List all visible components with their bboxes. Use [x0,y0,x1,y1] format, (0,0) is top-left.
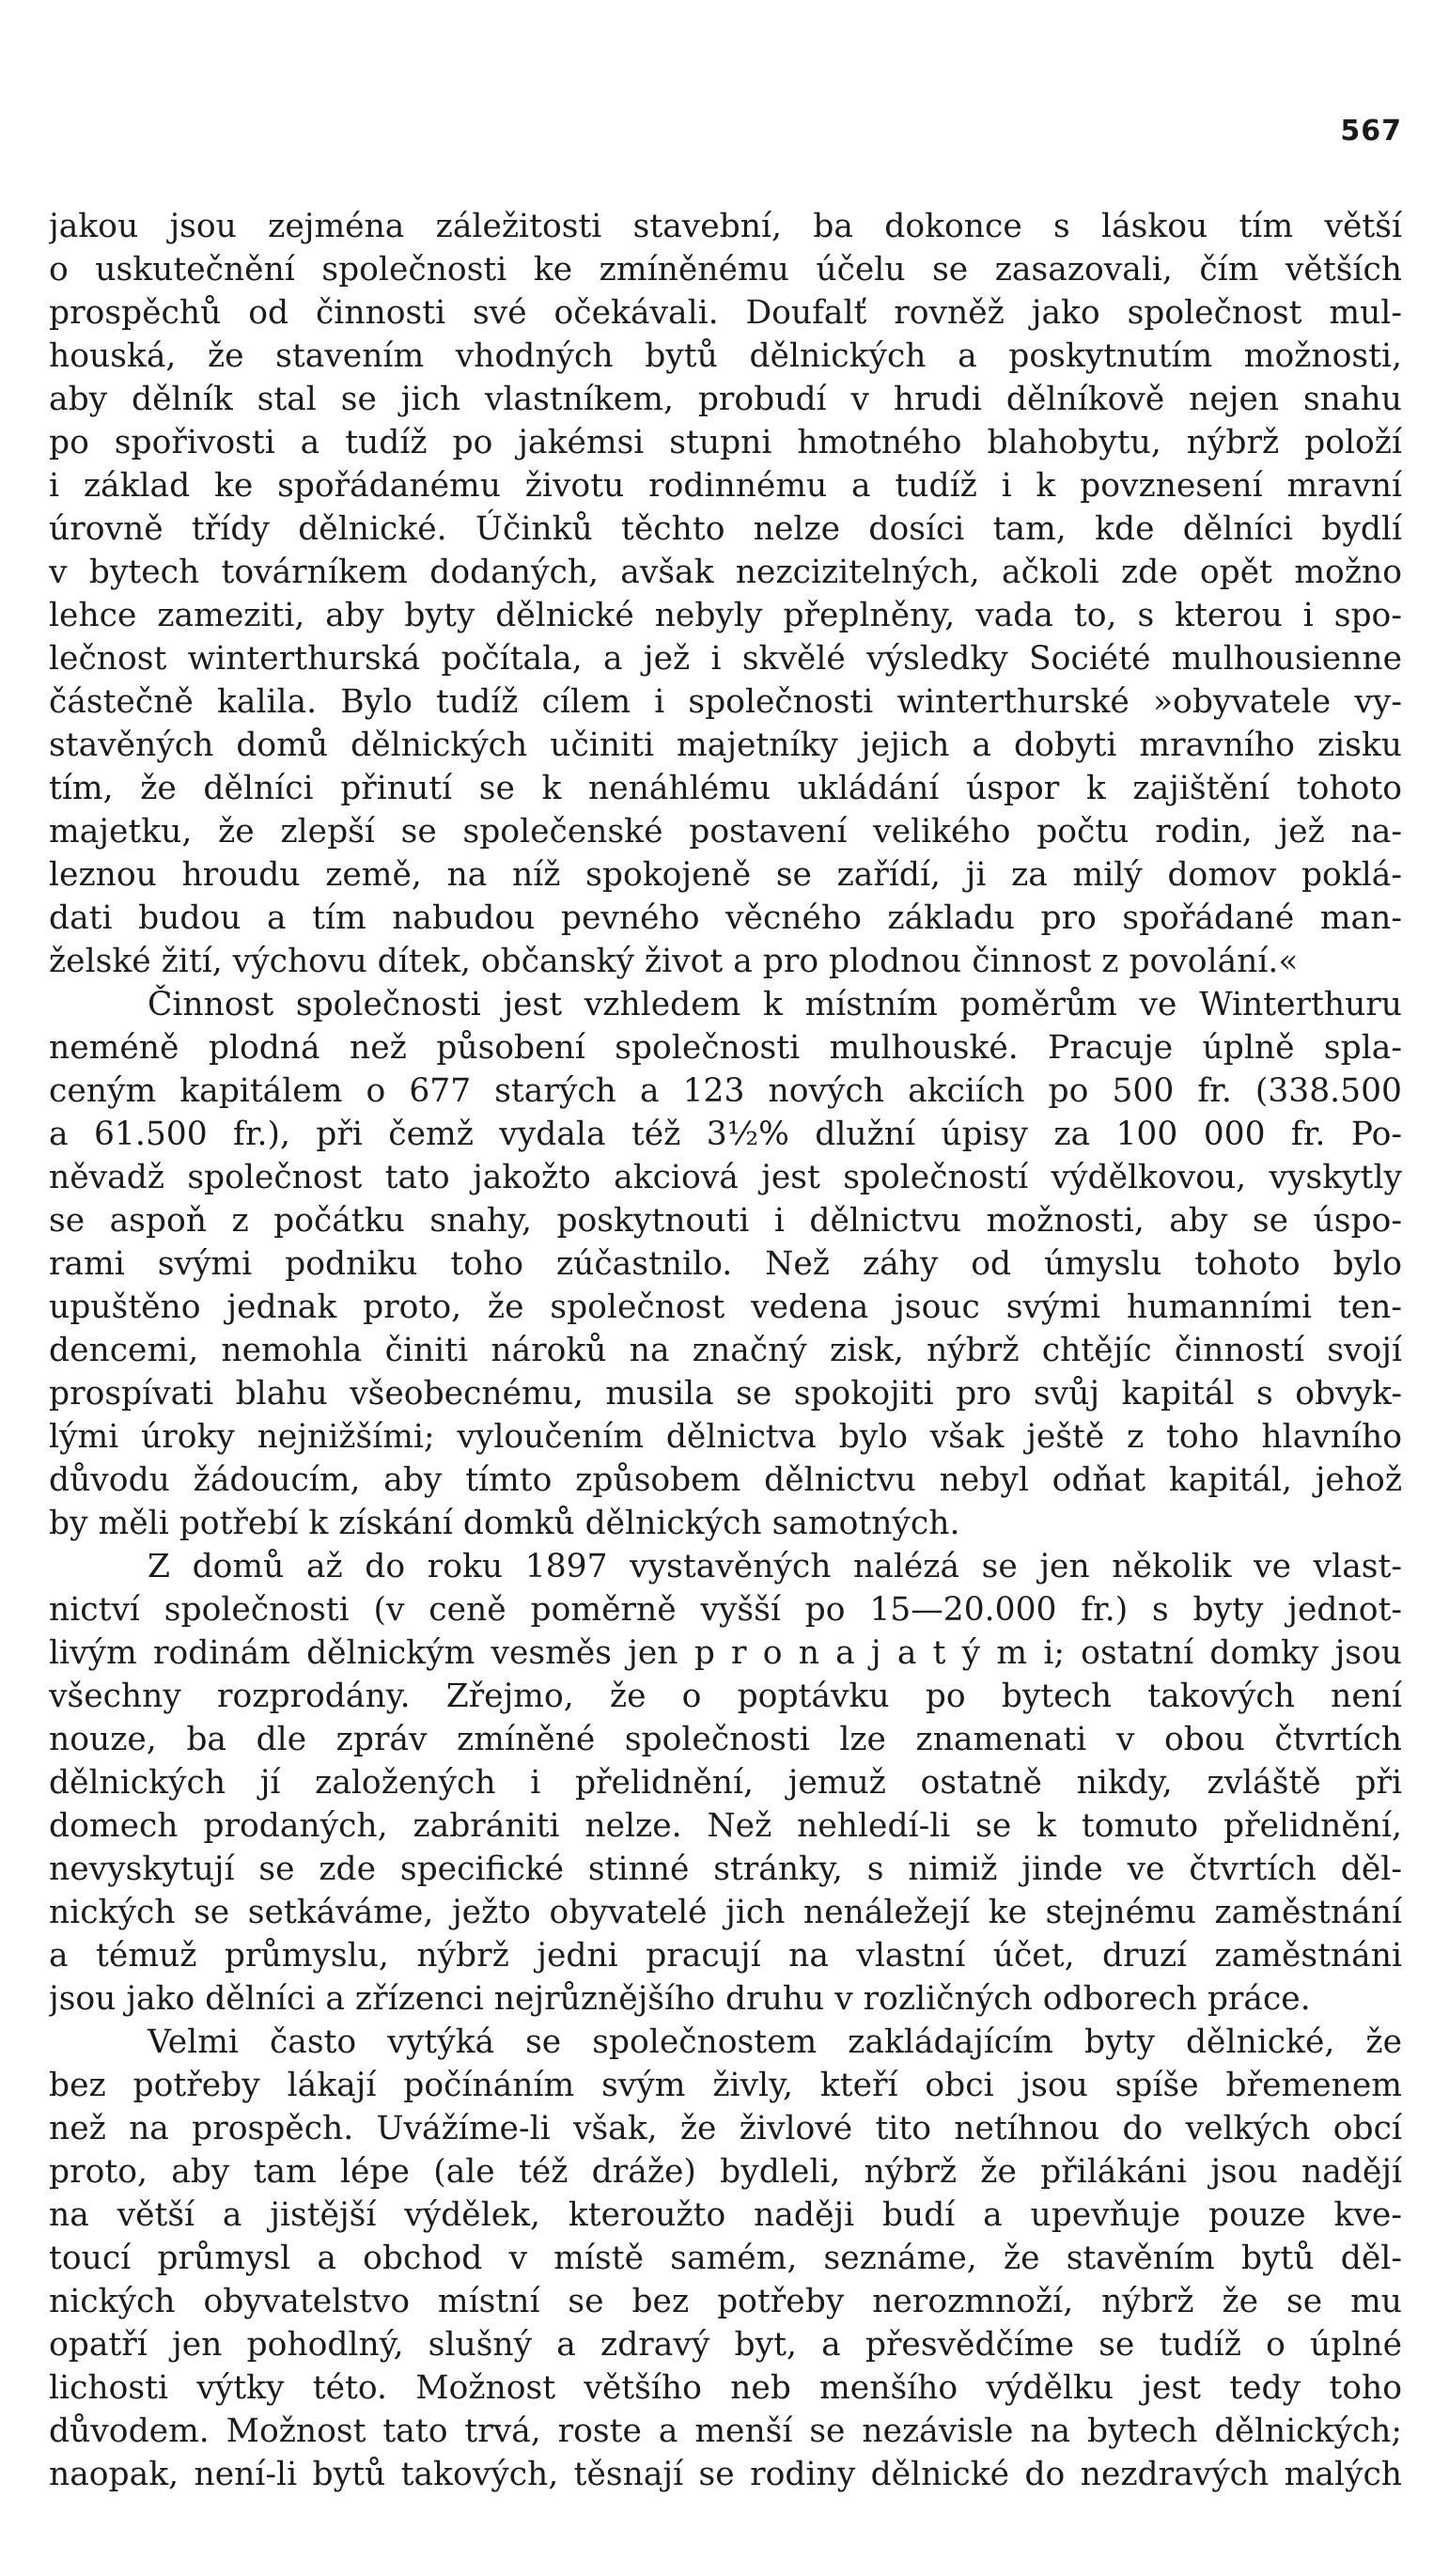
text-line: opatří jen pohodlný, slušný a zdravý byt, a přesvědčíme se tudíž o úplné [49,2326,1402,2364]
paragraph [49,205,1402,983]
text-line: bez potřeby lákají počínáním svým živly, kteří obci jsou spíše břemenem [49,2067,1402,2104]
page-number: 567 [1340,115,1402,148]
text-line: neméně plodná než působení společnosti mulhouské. Pracuje úplně spla- [49,1029,1402,1067]
paragraph [49,1545,1402,2021]
text-line: o uskutečnění společnosti ke zmíněnému účelu se zasazovali, čím větších [49,251,1402,289]
text-line: toucí průmysl a obchod v místě samém, seznáme, že stavěním bytů děl- [49,2240,1402,2277]
text-line: prospěchů od činnosti své očekávali. Doufalť rovněž jako společnost mul- [49,294,1402,332]
text-line: a 61.500 fr.), při čemž vydala též 3½% dlužní úpisy za 100 000 fr. Po- [49,1116,1402,1153]
text-line: se aspoň z počátku snahy, poskytnouti i dělnictvu možnosti, aby se úspo- [49,1202,1402,1240]
text-line: tím, že dělníci přinutí se k nenáhlému ukládání úspor k zajištění tohoto [49,770,1402,807]
text-line: dělnických jí založených i přelidnění, jemuž ostatně nikdy, zvláště při [49,1764,1402,1802]
text-line: nouze, ba dle zpráv zmíněné společnosti lze znamenati v obou čtvrtích [49,1721,1402,1758]
text-line: houská, že stavením vhodných bytů dělnických a poskytnutím možnosti, [49,337,1402,375]
text-line: domech prodaných, zabrániti nelze. Než nehledí-li se k tomuto přelidnění, [49,1807,1402,1845]
text-line: nictví společnosti (v ceně poměrně vyšší po 15—20.000 fr.) s byty jednot- [49,1591,1402,1629]
text-line: lichosti výtky této. Možnost většího neb menšího výdělku jest tedy toho [49,2369,1402,2407]
text-line: želské žití, výchovu dítek, občanský život a pro plodnou činnost z povolání.« [49,943,1299,980]
text-line: po spořivosti a tudíž po jakémsi stupni hmotného blahobytu, nýbrž položí [49,424,1402,461]
text-line: stavěných domů dělnických učiniti majetníky jejich a dobyti mravního zisku [49,726,1402,764]
text-line: úrovně třídy dělnické. Účinků těchto nelze dosíci tam, kde dělníci bydlí [49,510,1402,548]
text-line: lými úroky nejnižšími; vyloučením dělnictva bylo však ještě z toho hlavního [49,1418,1402,1456]
paragraph [49,983,1402,1545]
text-line: leznou hroudu země, na níž spokojeně se zařídí, ji za milý domov poklá- [49,856,1402,894]
text-line: nických se setkáváme, ježto obyvatelé jich nenáležejí ke stejnému zaměstnání [49,1894,1402,1931]
text-line: důvodu žádoucím, aby tímto způsobem dělnictvu nebyl odňat kapitál, jehož [49,1461,1402,1499]
text-line: rami svými podniku toho zúčastnilo. Než záhy od úmyslu tohoto bylo [49,1245,1402,1283]
text-line: nických obyvatelstvo místní se bez potřeby nerozmnoží, nýbrž že se mu [49,2283,1402,2320]
text-line: by měli potřebí k získání domků dělnických samotných. [49,1505,960,1542]
text-line: proto, aby tam lépe (ale též dráže) bydleli, nýbrž že přilákáni jsou nadějí [49,2153,1402,2191]
text-line: v bytech továrníkem dodaných, avšak nezcizitelných, ačkoli zde opět možno [49,554,1402,591]
text-line: lehce zameziti, aby byty dělnické nebyly přeplněny, vada to, s kterou i spo- [49,597,1402,634]
text-line: důvodem. Možnost tato trvá, roste a menší se nezávisle na bytech dělnických; [49,2412,1402,2450]
text-line: dencemi, nemohla činiti nároků na značný zisk, nýbrž chtějíc činností svojí [49,1332,1402,1369]
text-line: jsou jako dělníci a zřízenci nejrůznějšího druhu v rozličných odborech práce. [49,1980,1311,2018]
text-line: než na prospěch. Uvážíme-li však, že živlové tito netíhnou do velkých obcí [49,2110,1402,2147]
text-line: lečnost winterthurská počítala, a jež i skvělé výsledky Société mulhousienne [49,640,1402,678]
text-line: livým rodinám dělnickým vesměs jen p r o n a j a t ý m i; ostatní domky jsou [49,1634,1402,1672]
text-line: nevyskytují se zde specifické stinné stránky, s nimiž jinde ve čtvrtích děl- [49,1850,1402,1888]
text-line: dati budou a tím nabudou pevného věcného základu pro spořádané man- [49,899,1402,937]
text-line: ceným kapitálem o 677 starých a 123 nových akciích po 500 fr. (338.500 [49,1072,1402,1110]
text-line: prospívati blahu všeobecnému, musila se spokojiti pro svůj kapitál s obvyk- [49,1375,1402,1413]
text-line: majetku, že zlepší se společenské postavení velikého počtu rodin, jež na- [49,813,1402,851]
text-line: a témuž průmyslu, nýbrž jedni pracují na vlastní účet, druzí zaměstnáni [49,1937,1402,1975]
text-line: Velmi často vytýká se společnostem zakládajícím byty dělnické, že [148,2023,1402,2061]
text-line: i základ ke spořádanému životu rodinnému a tudíž i k povznesení mravní [49,467,1402,505]
text-line: naopak, není-li bytů takových, těsnají se rodiny dělnické do nezdravých malých [49,2456,1402,2493]
text-line: všechny rozprodány. Zřejmo, že o poptávku po bytech takových není [49,1678,1402,1715]
text-line: něvadž společnost tato jakožto akciová jest společností výdělkovou, vyskytly [49,1159,1402,1196]
text-line: na větší a jistější výdělek, kteroužto naději budí a upevňuje pouze kve- [49,2196,1402,2234]
text-line: částečně kalila. Bylo tudíž cílem i společnosti winterthurské »obyvatele vy- [49,683,1402,721]
text-line: Z domů až do roku 1897 vystavěných nalézá se jen několik ve vlast- [148,1548,1402,1585]
text-line: aby dělník stal se jich vlastníkem, probudí v hrudi dělníkově nejen snahu [49,381,1402,418]
text-line: Činnost společnosti jest vzhledem k místním poměrům ve Winterthuru [148,986,1402,1023]
text-line: upuštěno jednak proto, že společnost vedena jsouc svými humanními ten- [49,1288,1402,1326]
body-text [49,205,1402,2496]
text-line: jakou jsou zejména záležitosti stavební, ba dokonce s láskou tím větší [49,208,1402,245]
paragraph [49,2021,1402,2496]
